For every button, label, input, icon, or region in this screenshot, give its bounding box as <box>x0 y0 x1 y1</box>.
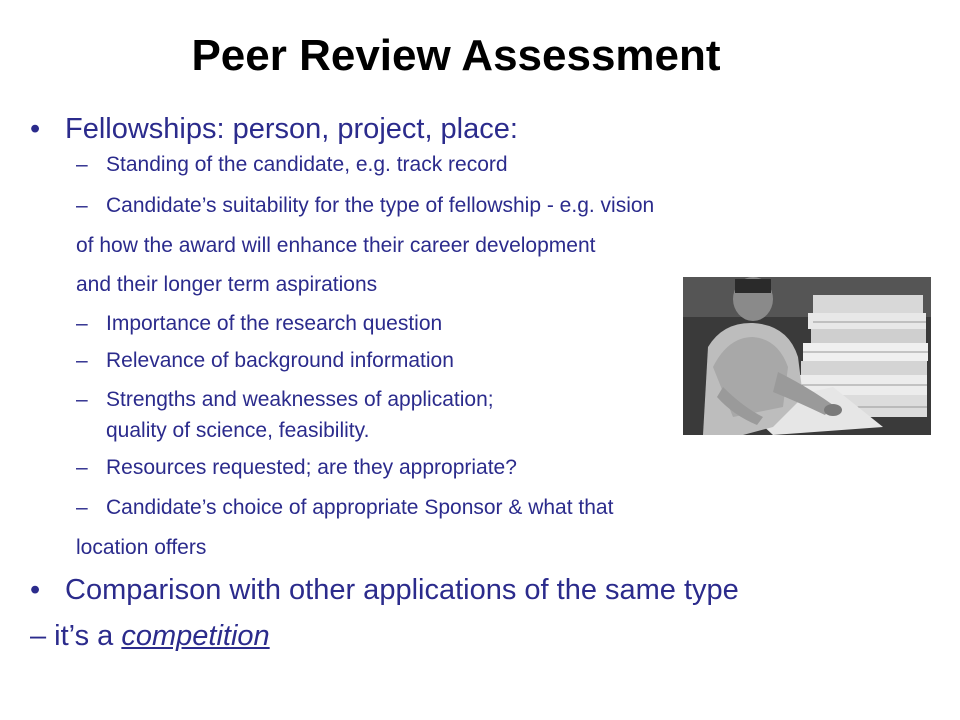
sub-item <box>76 348 454 374</box>
sub-item-continuation: quality of science, feasibility. <box>106 419 370 442</box>
sub-item-text: Candidate’s suitability for the type of fellowship - e.g. vision <box>106 194 655 217</box>
bullet-dot: • <box>30 574 41 606</box>
photo-illustration <box>683 277 931 435</box>
continuation-line: location offers <box>76 536 207 559</box>
dash: – <box>76 456 88 479</box>
dash: – <box>76 153 88 176</box>
bullet-text: Fellowships: person, project, place: <box>65 113 518 145</box>
dash: – <box>76 312 88 335</box>
bullet-dot: • <box>30 113 41 145</box>
photo-person-reviewing-papers-icon <box>683 277 931 435</box>
closing-line <box>30 619 270 653</box>
sub-item <box>76 495 613 521</box>
sub-item-text: Relevance of background information <box>106 349 454 372</box>
sub-item <box>76 193 654 219</box>
sub-item <box>76 387 494 413</box>
dash: – <box>76 349 88 372</box>
bullet-fellowships <box>30 112 518 146</box>
bullet-comparison <box>30 573 739 607</box>
sub-item-text: Strengths and weaknesses of application; <box>106 388 494 411</box>
sub-item-text: Importance of the research question <box>106 312 443 335</box>
dash: – <box>76 194 88 217</box>
dash: – <box>76 496 88 519</box>
sub-item-text: Candidate’s choice of appropriate Sponsor & what that <box>106 496 614 519</box>
continuation-line: and their longer term aspirations <box>76 273 378 296</box>
sub-item-text: Standing of the candidate, e.g. track record <box>106 153 508 176</box>
sub-item-text: Resources requested; are they appropriate? <box>106 456 517 479</box>
bullet-text: Comparison with other applications of the same type <box>65 574 739 606</box>
slide-title: Peer Review Assessment <box>191 31 721 80</box>
dash: – <box>76 388 88 411</box>
sub-item <box>76 152 508 178</box>
continuation-line: of how the award will enhance their career development <box>76 234 596 257</box>
closing-emphasis: competition <box>121 620 270 652</box>
closing-prefix: – it’s a <box>30 620 122 652</box>
sub-item <box>76 455 517 481</box>
sub-item <box>76 311 442 337</box>
